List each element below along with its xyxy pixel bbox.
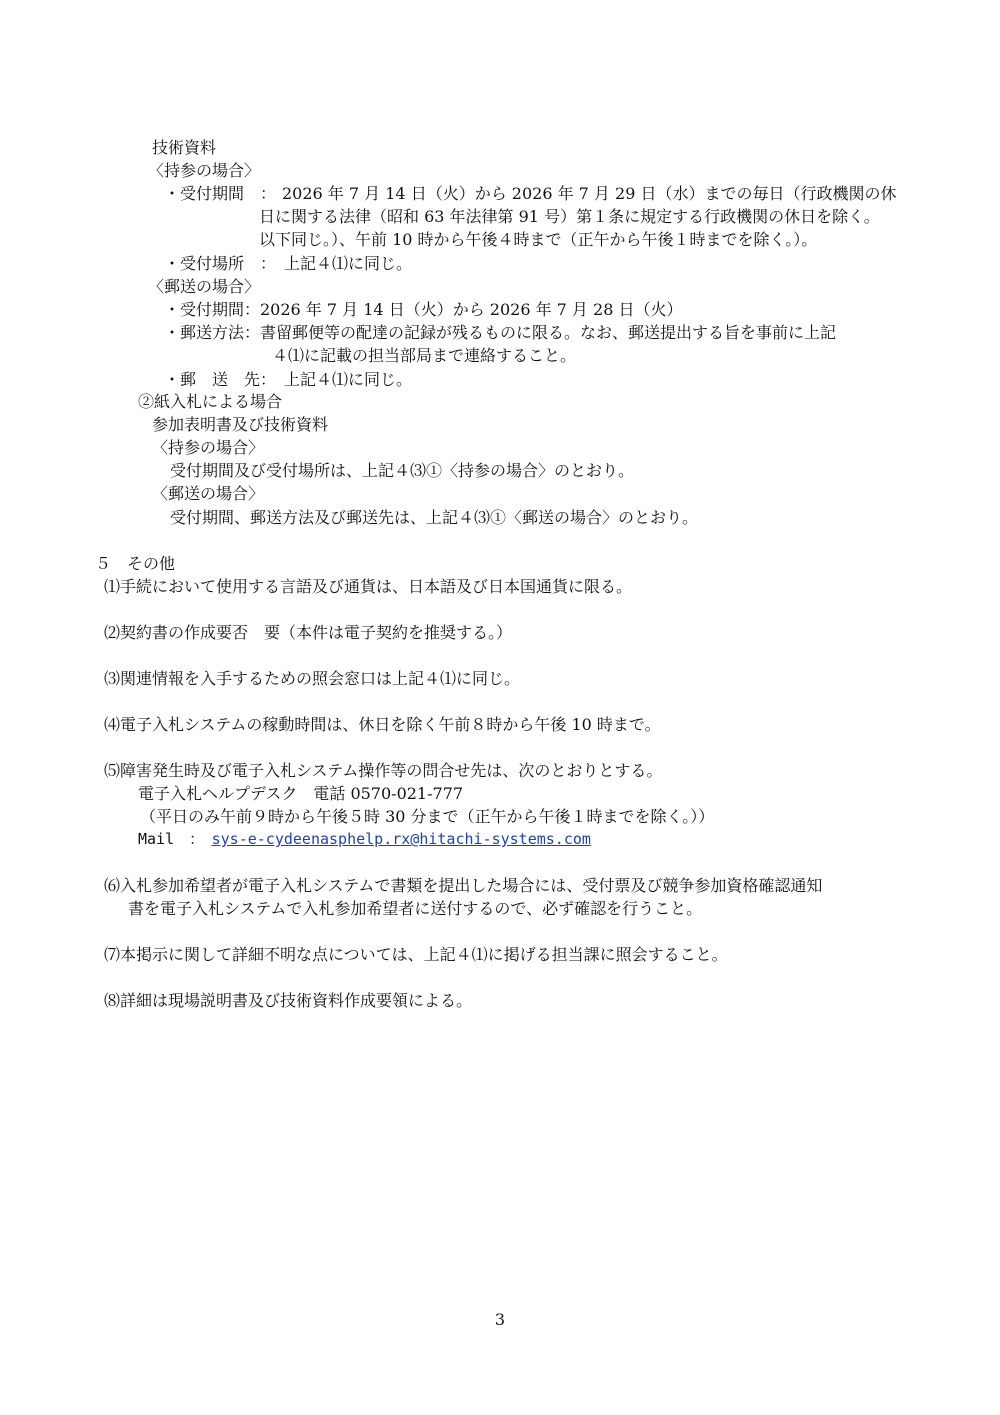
item-6-line-2: 書を電子入札システムで入札参加希望者に送付するので、必ず確認を行うこと。 [128,899,703,918]
helpdesk-hours: （平日のみ午前９時から午後５時 30 分まで（正午から午後１時までを除く。）） [140,807,715,826]
mail-destination: ・郵 送 先： 上記４⑴に同じ。 [164,370,413,389]
paper-mail-heading: 〈郵送の場合〉 [152,484,265,503]
item-7: ⑺本掲示に関して詳細不明な点については、上記４⑴に掲げる担当課に照会すること。 [104,945,728,964]
hand-period-line-2: 日に関する法律（昭和 63 年法律第 91 号）第１条に規定する行政機関の休日を除く。 [259,207,880,226]
hand-place: ・受付場所 ： 上記４⑴に同じ。 [164,254,413,273]
item-5: ⑸障害発生時及び電子入札システム操作等の問合せ先は、次のとおりとする。 [104,761,663,780]
hand-period-label: ・受付期間 ： [164,184,277,203]
tech-materials-heading: 技術資料 [152,138,217,157]
helpdesk-email-link[interactable]: sys-e-cydeenasphelp.rx@hitachi-systems.com [211,830,591,848]
mail-method-line-2: ４⑴に記載の担当部局まで連絡すること。 [272,346,577,365]
item-8: ⑻詳細は現場説明書及び技術資料作成要領による。 [104,991,473,1010]
paper-mail-text: 受付期間、郵送方法及び郵送先は、上記４⑶①〈郵送の場合〉のとおり。 [170,508,699,527]
mail-delivery-heading: 〈郵送の場合〉 [148,277,261,296]
item-1: ⑴手続において使用する言語及び通貨は、日本語及び日本国通貨に限る。 [104,577,633,596]
page-number: 3 [494,1310,506,1329]
paper-hand-text: 受付期間及び受付場所は、上記４⑶①〈持参の場合〉のとおり。 [170,461,635,480]
paper-hand-heading: 〈持参の場合〉 [152,438,265,457]
hand-period-line-3: 以下同じ。）、午前 10 時から午後４時まで（正午から午後１時までを除く。）。 [259,230,818,249]
hand-delivery-heading: 〈持参の場合〉 [148,161,261,180]
mail-label: Mail ： [138,830,212,848]
hand-period-line-1: 2026 年 7 月 14 日（火）から 2026 年 7 月 29 日（水）までの毎日（行政機関の休 [282,184,897,203]
item-2: ⑵契約書の作成要否 要（本件は電子契約を推奨する。） [104,623,513,642]
paper-bid-documents: 参加表明書及び技術資料 [152,415,329,434]
item-6-line-1: ⑹入札参加希望者が電子入札システムで書類を提出した場合には、受付票及び競争参加資格確認通知 [104,876,823,895]
mail-method-line-1: ・郵送方法：書留郵便等の配達の記録が残るものに限る。なお、郵送提出する旨を事前に上記 [164,323,837,342]
helpdesk-mail-row [138,828,591,851]
helpdesk-phone: 電子入札ヘルプデスク 電話 0570-021-777 [138,784,464,803]
item-4: ⑷電子入札システムの稼動時間は、休日を除く午前８時から午後 10 時まで。 [104,715,661,734]
paper-bid-heading: ②紙入札による場合 [138,392,283,411]
mail-period: ・受付期間：2026 年 7 月 14 日（火）から 2026 年 7 月 28 日（火） [164,300,683,319]
item-3: ⑶関連情報を入手するための照会窓口は上記４⑴に同じ。 [104,669,521,688]
section-5-heading: ５ その他 [95,554,176,573]
